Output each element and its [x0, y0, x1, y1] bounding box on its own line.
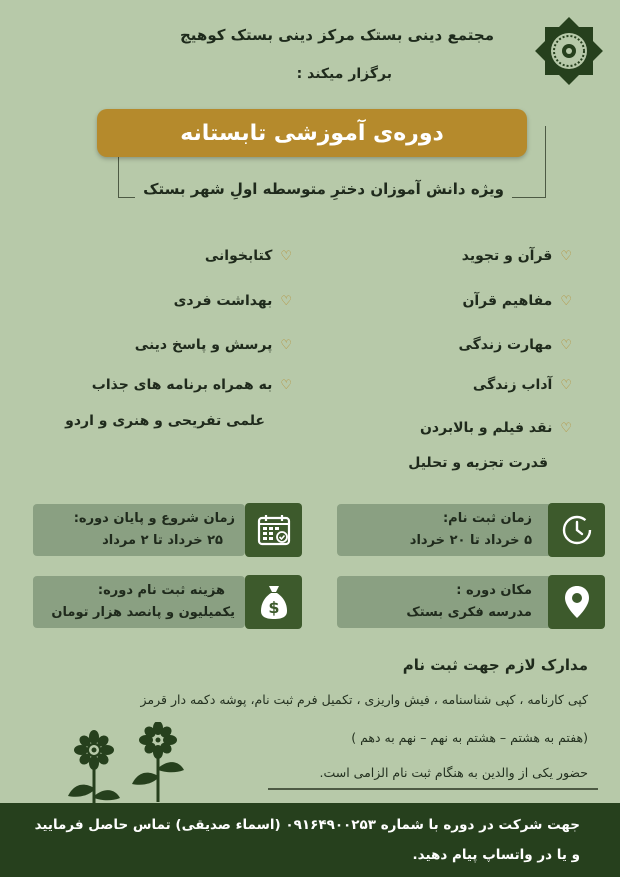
topic-label: به همراه برنامه های جذاب: [91, 377, 273, 393]
heart-icon: ♡: [280, 337, 292, 353]
course-duration-box: [33, 504, 245, 556]
topic-item: [205, 248, 292, 264]
flowers-icon: [60, 722, 190, 810]
info-label: مکان دوره :: [456, 583, 532, 598]
topic-label: مهارت زندگی: [458, 337, 553, 353]
svg-text:$: $: [267, 598, 280, 617]
parent-requirement: حضور یکی از والدین به هنگام ثبت نام الزامی است.: [319, 765, 588, 780]
calendar-icon: [245, 503, 302, 557]
info-label: زمان شروع و پایان دوره:: [73, 511, 235, 526]
topic-label: پرسش و پاسخ دینی: [134, 337, 273, 353]
topic-item: [174, 293, 292, 309]
heart-icon: ♡: [560, 293, 572, 309]
course-title-banner: [97, 109, 527, 157]
topic-item: [462, 293, 572, 309]
contact-footer: [0, 803, 620, 877]
topic-label: قرآن و تجوید: [461, 248, 553, 264]
topic-item: [92, 377, 292, 393]
heart-icon: ♡: [560, 377, 572, 393]
topic-continuation: قدرت تجزیه و تحلیل: [408, 455, 548, 471]
topic-label: مفاهیم قرآن: [462, 293, 553, 309]
heart-icon: ♡: [560, 248, 572, 264]
location-pin-icon: [548, 575, 605, 629]
organizer-title: مجتمع دینی بستک مرکز دینی بستک کوهیج: [179, 26, 494, 44]
clock-icon: [548, 503, 605, 557]
info-value: یکمیلیون و پانصد هزار تومان: [51, 605, 235, 620]
documents-list: کپی کارنامه ، کپی شناسنامه ، فیش واریزی ، تکمیل فرم ثبت نام، پوشه دکمه دار قرمز: [140, 692, 588, 707]
topic-item: [135, 337, 292, 353]
topic-item: [462, 248, 572, 264]
topic-label: کتابخوانی: [204, 248, 273, 264]
money-bag-icon: [245, 575, 302, 629]
contact-line: جهت شرکت در دوره با شماره ۰۹۱۶۴۹۰۰۲۵۳ (اسماء صدیقی) تماس حاصل فرمایید: [34, 817, 580, 833]
info-label: زمان ثبت نام:: [442, 511, 532, 526]
info-value: مدرسه فکری بستک: [406, 605, 532, 620]
flower-emblem-icon: [532, 14, 606, 88]
heart-icon: ♡: [560, 420, 572, 436]
heart-icon: ♡: [280, 377, 292, 393]
info-value: ۵ خرداد تا ۲۰ خرداد: [409, 533, 532, 548]
heart-icon: ♡: [280, 293, 292, 309]
topic-label: بهداشت فردی: [173, 293, 273, 309]
grade-levels: (هفتم به هشتم – هشتم به نهم – نهم به دهم ): [351, 730, 588, 745]
audience-text: ویژه دانش آموزان دخترِ متوسطه اولِ شهر بستک: [135, 180, 512, 198]
registration-time-box: [337, 504, 552, 556]
presents-text: برگزار میکند :: [296, 66, 392, 82]
divider: [268, 788, 598, 790]
registration-fee-box: [33, 576, 245, 628]
topic-label: آداب زندگی: [472, 377, 553, 393]
topic-item: [458, 337, 572, 353]
course-title: دوره‌ی آموزشی تابستانه: [180, 120, 444, 146]
heart-icon: ♡: [560, 337, 572, 353]
info-value: ۲۵ خرداد تا ۲ مرداد: [102, 533, 223, 548]
topic-item: [420, 420, 572, 436]
topic-continuation: علمی تفریحی و هنری و اردو: [65, 413, 265, 429]
heart-icon: ♡: [280, 248, 292, 264]
whatsapp-line: و یا در واتساپ پیام دهید.: [412, 847, 580, 863]
info-label: هزینه ثبت نام دوره:: [97, 583, 225, 598]
course-location-box: [337, 576, 552, 628]
topic-label: نقد فیلم و بالابردن: [419, 420, 553, 436]
topic-item: [473, 377, 572, 393]
documents-title: مدارک لازم جهت ثبت نام: [402, 656, 588, 674]
